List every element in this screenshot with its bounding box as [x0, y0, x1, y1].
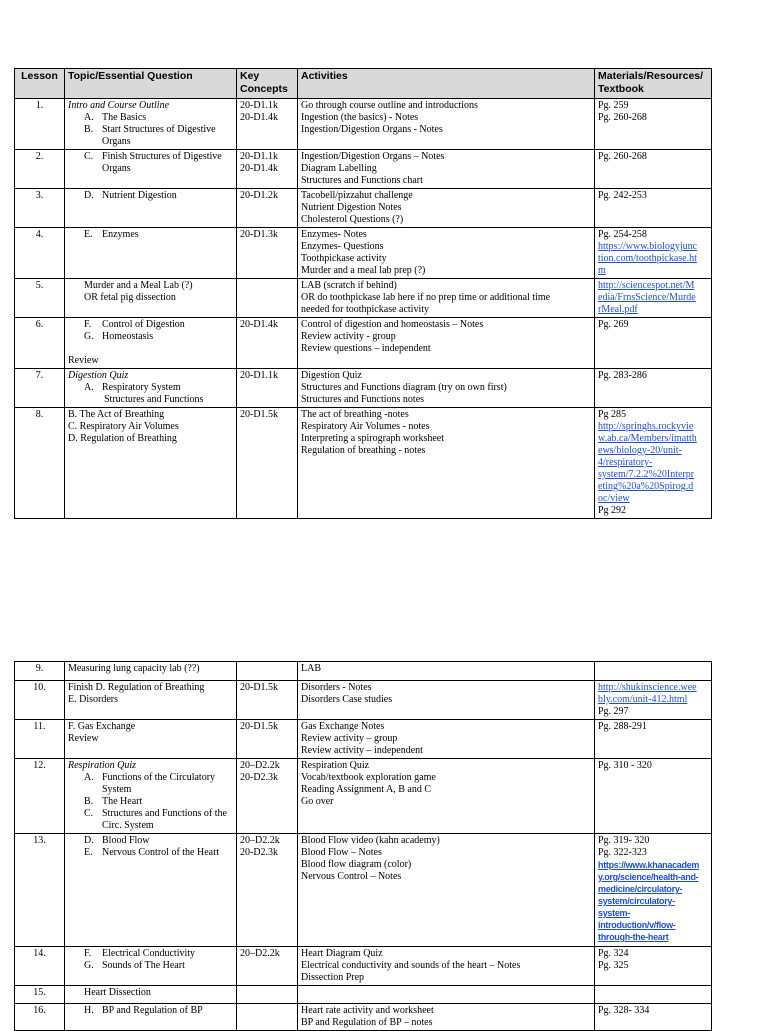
activity-item: Review activity – independent [301, 745, 423, 756]
list-marker: A. [84, 382, 94, 393]
resource-link[interactable]: http://shukinscience.wee [598, 682, 697, 693]
topic-list-item [68, 835, 233, 847]
materials-cell [595, 99, 712, 150]
topic-cell [65, 681, 237, 720]
topic-item-text: Electrical Conductivity [102, 948, 196, 959]
topic-cell [65, 759, 237, 834]
activity-item: Enzymes- Questions [301, 241, 384, 252]
activity-item: Ingestion/Digestion Organs – Notes [301, 151, 445, 162]
key-concept: 20-D1.5k [240, 409, 279, 420]
activities-cell [298, 150, 595, 189]
topic-item-text: Homeostasis [102, 331, 154, 342]
activity-item: The act of breathing -notes [301, 409, 409, 420]
resource-link[interactable]: system/7.2.2%20Interpr [598, 469, 695, 480]
key-concepts-cell [237, 681, 298, 720]
topic-list-item [68, 808, 233, 832]
activity-item: Tacobell/pizzahut challenge [301, 190, 413, 201]
resource-link[interactable]: http://sciencespot.net/M [598, 280, 695, 291]
materials-cell [595, 662, 712, 681]
topic-list [68, 112, 233, 148]
topic-line: D. Regulation of Breathing [68, 433, 177, 444]
activity-item: OR do toothpickase lab here if no prep time or additional time [301, 292, 551, 303]
resource-link[interactable]: ews/biology-20/unit- [598, 445, 682, 456]
table-row [15, 947, 712, 986]
topic-line: Review [68, 355, 99, 366]
activity-item: Disorders - Notes [301, 682, 372, 693]
materials-cell [595, 189, 712, 228]
key-concepts-cell [237, 228, 298, 279]
list-marker: C. [84, 151, 94, 162]
textbook-page-ref: Pg. 322-323 [598, 847, 647, 858]
header-topic: Topic/Essential Question [65, 69, 237, 99]
materials-cell [595, 947, 712, 986]
activity-item: Nervous Control – Notes [301, 871, 402, 882]
topic-item-text: Start Structures of Digestive Organs [102, 124, 216, 147]
lesson-number: 10. [15, 681, 65, 720]
topic-item-text: Respiratory System [102, 382, 181, 393]
table-row [15, 662, 712, 681]
activities-cell [298, 986, 595, 1004]
topic-line: Measuring lung capacity lab (??) [68, 663, 200, 674]
textbook-page-ref: Pg. 283-286 [598, 370, 647, 381]
activity-item: Go over [301, 796, 334, 807]
activity-item: Regulation of breathing - notes [301, 445, 426, 456]
textbook-page-ref: Pg. 324 [598, 948, 629, 959]
header-key-concepts: Key Concepts [237, 69, 298, 99]
list-marker: H. [84, 1005, 94, 1016]
topic-line: B. The Act of Breathing [68, 409, 165, 420]
activity-item: Nutrient Digestion Notes [301, 202, 402, 213]
topic-list-item [68, 960, 233, 972]
textbook-page-ref: Pg 285 [598, 409, 627, 420]
resource-link[interactable]: medicine/circulatory- [598, 884, 683, 894]
activity-item: Cholesterol Questions (?) [301, 214, 404, 225]
activity-item: Interpreting a spirograph worksheet [301, 433, 445, 444]
activity-item: Structures and Functions chart [301, 175, 423, 186]
activity-item: Digestion Quiz [301, 370, 362, 381]
key-concept: 20–D2.2k [240, 760, 280, 771]
resource-link[interactable]: oc/view [598, 493, 630, 504]
key-concepts-cell [237, 1004, 298, 1031]
topic-cell [65, 834, 237, 947]
table-row [15, 834, 712, 947]
activity-item: LAB [301, 663, 321, 674]
resource-link[interactable]: edia/FrnsScience/Murde [598, 292, 696, 303]
topic-list-item [68, 772, 233, 796]
key-concept: 20–D2.2k [240, 835, 280, 846]
header-activities: Activities [298, 69, 595, 99]
topic-cell [65, 986, 237, 1004]
topic-list-item [68, 948, 233, 960]
table-row [15, 150, 712, 189]
key-concept: 20-D1.1k [240, 151, 279, 162]
activity-item: Review questions – independent [301, 343, 431, 354]
materials-cell [595, 834, 712, 947]
lesson-number: 1. [15, 99, 65, 150]
materials-cell [595, 986, 712, 1004]
table-row [15, 228, 712, 279]
key-concept: 20-D1.3k [240, 229, 279, 240]
key-concept: 20-D1.4k [240, 112, 279, 123]
lesson-number: 11. [15, 720, 65, 759]
resource-link[interactable]: 4/respiratory- [598, 457, 653, 468]
textbook-page-ref: Pg. 260-268 [598, 112, 647, 123]
activities-cell [298, 99, 595, 150]
activities-cell [298, 759, 595, 834]
topic-cell [65, 408, 237, 519]
materials-cell [595, 681, 712, 720]
resource-link[interactable]: http://springhs.rockyvie [598, 421, 694, 432]
key-concept: 20-D2.3k [240, 847, 279, 858]
materials-cell [595, 228, 712, 279]
activities-cell [298, 279, 595, 318]
topic-cell [65, 318, 237, 369]
key-concepts-cell [237, 834, 298, 947]
topic-heading: Respiration Quiz [68, 760, 137, 771]
lesson-number: 14. [15, 947, 65, 986]
list-marker: D. [84, 190, 94, 201]
lesson-number: 3. [15, 189, 65, 228]
topic-item-text: Structures and Functions of the Circ. System [102, 808, 227, 831]
topic-item-text: The Basics [102, 112, 147, 123]
list-marker: F. [84, 948, 92, 959]
topic-list-item [68, 1005, 233, 1017]
topic-list-item [68, 796, 233, 808]
lesson-number: 16. [15, 1004, 65, 1031]
topic-line: Heart Dissection [84, 987, 151, 998]
key-concepts-cell [237, 150, 298, 189]
topic-cell [65, 279, 237, 318]
materials-cell [595, 318, 712, 369]
activities-cell [298, 947, 595, 986]
activities-cell [298, 228, 595, 279]
activity-item: Review activity - group [301, 331, 396, 342]
topic-list [68, 1005, 233, 1017]
textbook-page-ref: Pg. 319- 320 [598, 835, 650, 846]
key-concepts-cell [237, 986, 298, 1004]
topic-list-item [68, 847, 233, 859]
resource-link[interactable]: through-the-heart [598, 932, 669, 942]
activity-item: Respiration Quiz [301, 760, 370, 771]
materials-cell [595, 279, 712, 318]
table-row [15, 408, 712, 519]
textbook-page-ref: Pg. 259 [598, 100, 629, 111]
activity-item: Reading Assignment A, B and C [301, 784, 431, 795]
lesson-number: 5. [15, 279, 65, 318]
list-marker: F. [84, 319, 92, 330]
textbook-page-ref: Pg. 269 [598, 319, 629, 330]
lesson-number: 9. [15, 662, 65, 681]
resource-link[interactable]: https://www.biologyjunc [598, 241, 698, 252]
topic-list [68, 382, 233, 394]
topic-line [68, 343, 233, 355]
table-header-row [15, 69, 712, 99]
list-marker: B. [84, 124, 94, 135]
key-concept: 20-D1.1k [240, 370, 279, 381]
activity-item: Electrical conductivity and sounds of the heart – Notes [301, 960, 521, 971]
textbook-page-ref: Pg. 260-268 [598, 151, 647, 162]
topic-list-item [68, 319, 233, 331]
topic-line: Review [68, 733, 99, 744]
list-marker: E. [84, 847, 93, 858]
textbook-page-ref: Pg. 242-253 [598, 190, 647, 201]
list-marker: A. [84, 772, 94, 783]
activities-cell [298, 408, 595, 519]
table-row [15, 1004, 712, 1031]
list-marker: G. [84, 331, 94, 342]
activity-item: Heart Diagram Quiz [301, 948, 383, 959]
lesson-number: 6. [15, 318, 65, 369]
table-row [15, 189, 712, 228]
topic-cell [65, 720, 237, 759]
activity-item: Gas Exchange Notes [301, 721, 385, 732]
materials-cell [595, 720, 712, 759]
activity-item: Disorders Case studies [301, 694, 393, 705]
textbook-page-ref: Pg. 328- 334 [598, 1005, 650, 1016]
topic-item-text: BP and Regulation of BP [102, 1005, 203, 1016]
key-concept: 20-D1.5k [240, 682, 279, 693]
resource-link[interactable]: rMeal.pdf [598, 304, 638, 315]
topic-heading: Intro and Course Outline [68, 100, 170, 111]
topic-list [68, 319, 233, 343]
activity-item: Respiratory Air Volumes - notes [301, 421, 430, 432]
topic-item-text: Finish Structures of Digestive Organs [102, 151, 222, 174]
activities-cell [298, 369, 595, 408]
topic-list-item [68, 124, 233, 148]
activity-item: Heart rate activity and worksheet [301, 1005, 434, 1016]
lesson-plan-table-2 [14, 661, 712, 1031]
topic-list-item [68, 151, 233, 175]
activity-item: Ingestion/Digestion Organs - Notes [301, 124, 443, 135]
topic-list [68, 229, 233, 241]
key-concepts-cell [237, 408, 298, 519]
activities-cell [298, 1004, 595, 1031]
list-marker: E. [84, 229, 93, 240]
activities-cell [298, 318, 595, 369]
textbook-page-ref: Pg 292 [598, 505, 627, 516]
topic-item-text: Sounds of The Heart [102, 960, 185, 971]
list-marker: A. [84, 112, 94, 123]
activity-item: Review activity – group [301, 733, 398, 744]
activity-item: Blood flow diagram (color) [301, 859, 412, 870]
activity-item: Diagram Labelling [301, 163, 377, 174]
activity-item: LAB (scratch if behind) [301, 280, 397, 291]
topic-item-text: Enzymes [102, 229, 139, 240]
materials-cell [595, 759, 712, 834]
materials-cell [595, 150, 712, 189]
activities-cell [298, 834, 595, 947]
topic-item-text: Control of Digestion [102, 319, 185, 330]
key-concepts-cell [237, 99, 298, 150]
resource-link[interactable]: tion.com/toothpickase.ht [598, 253, 697, 264]
activity-item: Blood Flow video (kahn academy) [301, 835, 440, 846]
table-row [15, 279, 712, 318]
activity-item: Murder and a meal lab prep (?) [301, 265, 426, 276]
activity-item: Structures and Functions diagram (try on own first) [301, 382, 507, 393]
textbook-page-ref: Pg. 325 [598, 960, 629, 971]
topic-cell [65, 369, 237, 408]
topic-line: OR fetal pig dissection [84, 292, 176, 303]
activities-cell [298, 681, 595, 720]
resource-link[interactable]: y.org/science/health-and- [598, 872, 699, 882]
activities-cell [298, 189, 595, 228]
key-concepts-cell [237, 947, 298, 986]
topic-line: F. Gas Exchange [68, 721, 136, 732]
lesson-number: 13. [15, 834, 65, 947]
table-row [15, 986, 712, 1004]
key-concepts-cell [237, 318, 298, 369]
resource-link[interactable]: bly.com/unit-412.html [598, 694, 688, 705]
materials-cell [595, 1004, 712, 1031]
resource-link[interactable]: eting%20a%20Spirog.d [598, 481, 694, 492]
key-concept: 20-D2.3k [240, 772, 279, 783]
topic-line: C. Respiratory Air Volumes [68, 421, 179, 432]
activity-item: BP and Regulation of BP – notes [301, 1017, 433, 1028]
lesson-number: 8. [15, 408, 65, 519]
key-concept: 20-D1.4k [240, 319, 279, 330]
header-materials: Materials/Resources/ Textbook [595, 69, 712, 99]
key-concepts-cell [237, 720, 298, 759]
activity-item: Blood Flow – Notes [301, 847, 382, 858]
table-row [15, 720, 712, 759]
lesson-number: 2. [15, 150, 65, 189]
table-row [15, 99, 712, 150]
topic-subline: Structures and Functions [104, 394, 204, 405]
topic-list-item [68, 382, 233, 394]
table-row [15, 318, 712, 369]
topic-line: E. Disorders [68, 694, 118, 705]
topic-list [68, 772, 233, 832]
activity-item: Dissection Prep [301, 972, 365, 983]
topic-item-text: The Heart [102, 796, 143, 807]
topic-item-text: Blood Flow [102, 835, 150, 846]
resource-link[interactable]: system- [598, 908, 630, 918]
key-concept: 20–D2.2k [240, 948, 280, 959]
activity-item: Ingestion (the basics) - Notes [301, 112, 419, 123]
topic-cell [65, 189, 237, 228]
textbook-page-ref: Pg. 297 [598, 706, 629, 717]
topic-cell [65, 947, 237, 986]
topic-cell [65, 150, 237, 189]
activity-item: needed for toothpickase activity [301, 304, 430, 315]
header-lesson: Lesson [15, 69, 65, 99]
topic-line: Murder and a Meal Lab (?) [84, 280, 193, 291]
lesson-number: 7. [15, 369, 65, 408]
activity-item: Enzymes- Notes [301, 229, 367, 240]
table-row [15, 759, 712, 834]
topic-list-item [68, 229, 233, 241]
resource-link[interactable]: m [598, 265, 606, 276]
key-concepts-cell [237, 279, 298, 318]
topic-item-text: Functions of the Circulatory System [102, 772, 216, 795]
activity-item: Vocab/textbook exploration game [301, 772, 436, 783]
topic-line: Finish D. Regulation of Breathing [68, 682, 205, 693]
list-marker: C. [84, 808, 94, 819]
topic-cell [65, 1004, 237, 1031]
topic-list [68, 190, 233, 202]
activity-item: Go through course outline and introductions [301, 100, 478, 111]
key-concept: 20-D1.5k [240, 721, 279, 732]
table-row [15, 681, 712, 720]
activities-cell [298, 662, 595, 681]
materials-cell [595, 408, 712, 519]
topic-cell [65, 99, 237, 150]
topic-list [68, 835, 233, 859]
topic-cell [65, 228, 237, 279]
resource-link[interactable]: w.ab.ca/Members/imatth [598, 433, 697, 444]
key-concept: 20-D1.4k [240, 163, 279, 174]
topic-item-text: Nervous Control of the Heart [102, 847, 220, 858]
topic-list [68, 151, 233, 175]
lesson-number: 4. [15, 228, 65, 279]
topic-cell [65, 662, 237, 681]
activity-item: Control of digestion and homeostasis – Notes [301, 319, 484, 330]
resource-link[interactable]: https://www.khanacadem [598, 860, 700, 870]
activities-cell [298, 720, 595, 759]
key-concepts-cell [237, 759, 298, 834]
table-row [15, 369, 712, 408]
key-concepts-cell [237, 369, 298, 408]
key-concepts-cell [237, 189, 298, 228]
topic-list-item [68, 112, 233, 124]
topic-heading: Digestion Quiz [68, 370, 129, 381]
activity-item: Toothpickase activity [301, 253, 387, 264]
materials-cell [595, 369, 712, 408]
key-concept: 20-D1.2k [240, 190, 279, 201]
lesson-number: 15. [15, 986, 65, 1004]
list-marker: G. [84, 960, 94, 971]
topic-list-item [68, 190, 233, 202]
topic-item-text: Nutrient Digestion [102, 190, 177, 201]
lesson-number: 12. [15, 759, 65, 834]
textbook-page-ref: Pg. 288-291 [598, 721, 647, 732]
activity-item: Structures and Functions notes [301, 394, 425, 405]
topic-list [68, 948, 233, 972]
list-marker: B. [84, 796, 94, 807]
textbook-page-ref: Pg. 310 - 320 [598, 760, 652, 771]
key-concepts-cell [237, 662, 298, 681]
textbook-page-ref: Pg. 254-258 [598, 229, 647, 240]
list-marker: D. [84, 835, 94, 846]
topic-list-item [68, 331, 233, 343]
key-concept: 20-D1.1k [240, 100, 279, 111]
lesson-plan-table-1 [14, 68, 712, 519]
resource-link[interactable]: introduction/v/flow- [598, 920, 676, 930]
resource-link[interactable]: system/circulatory- [598, 896, 675, 906]
